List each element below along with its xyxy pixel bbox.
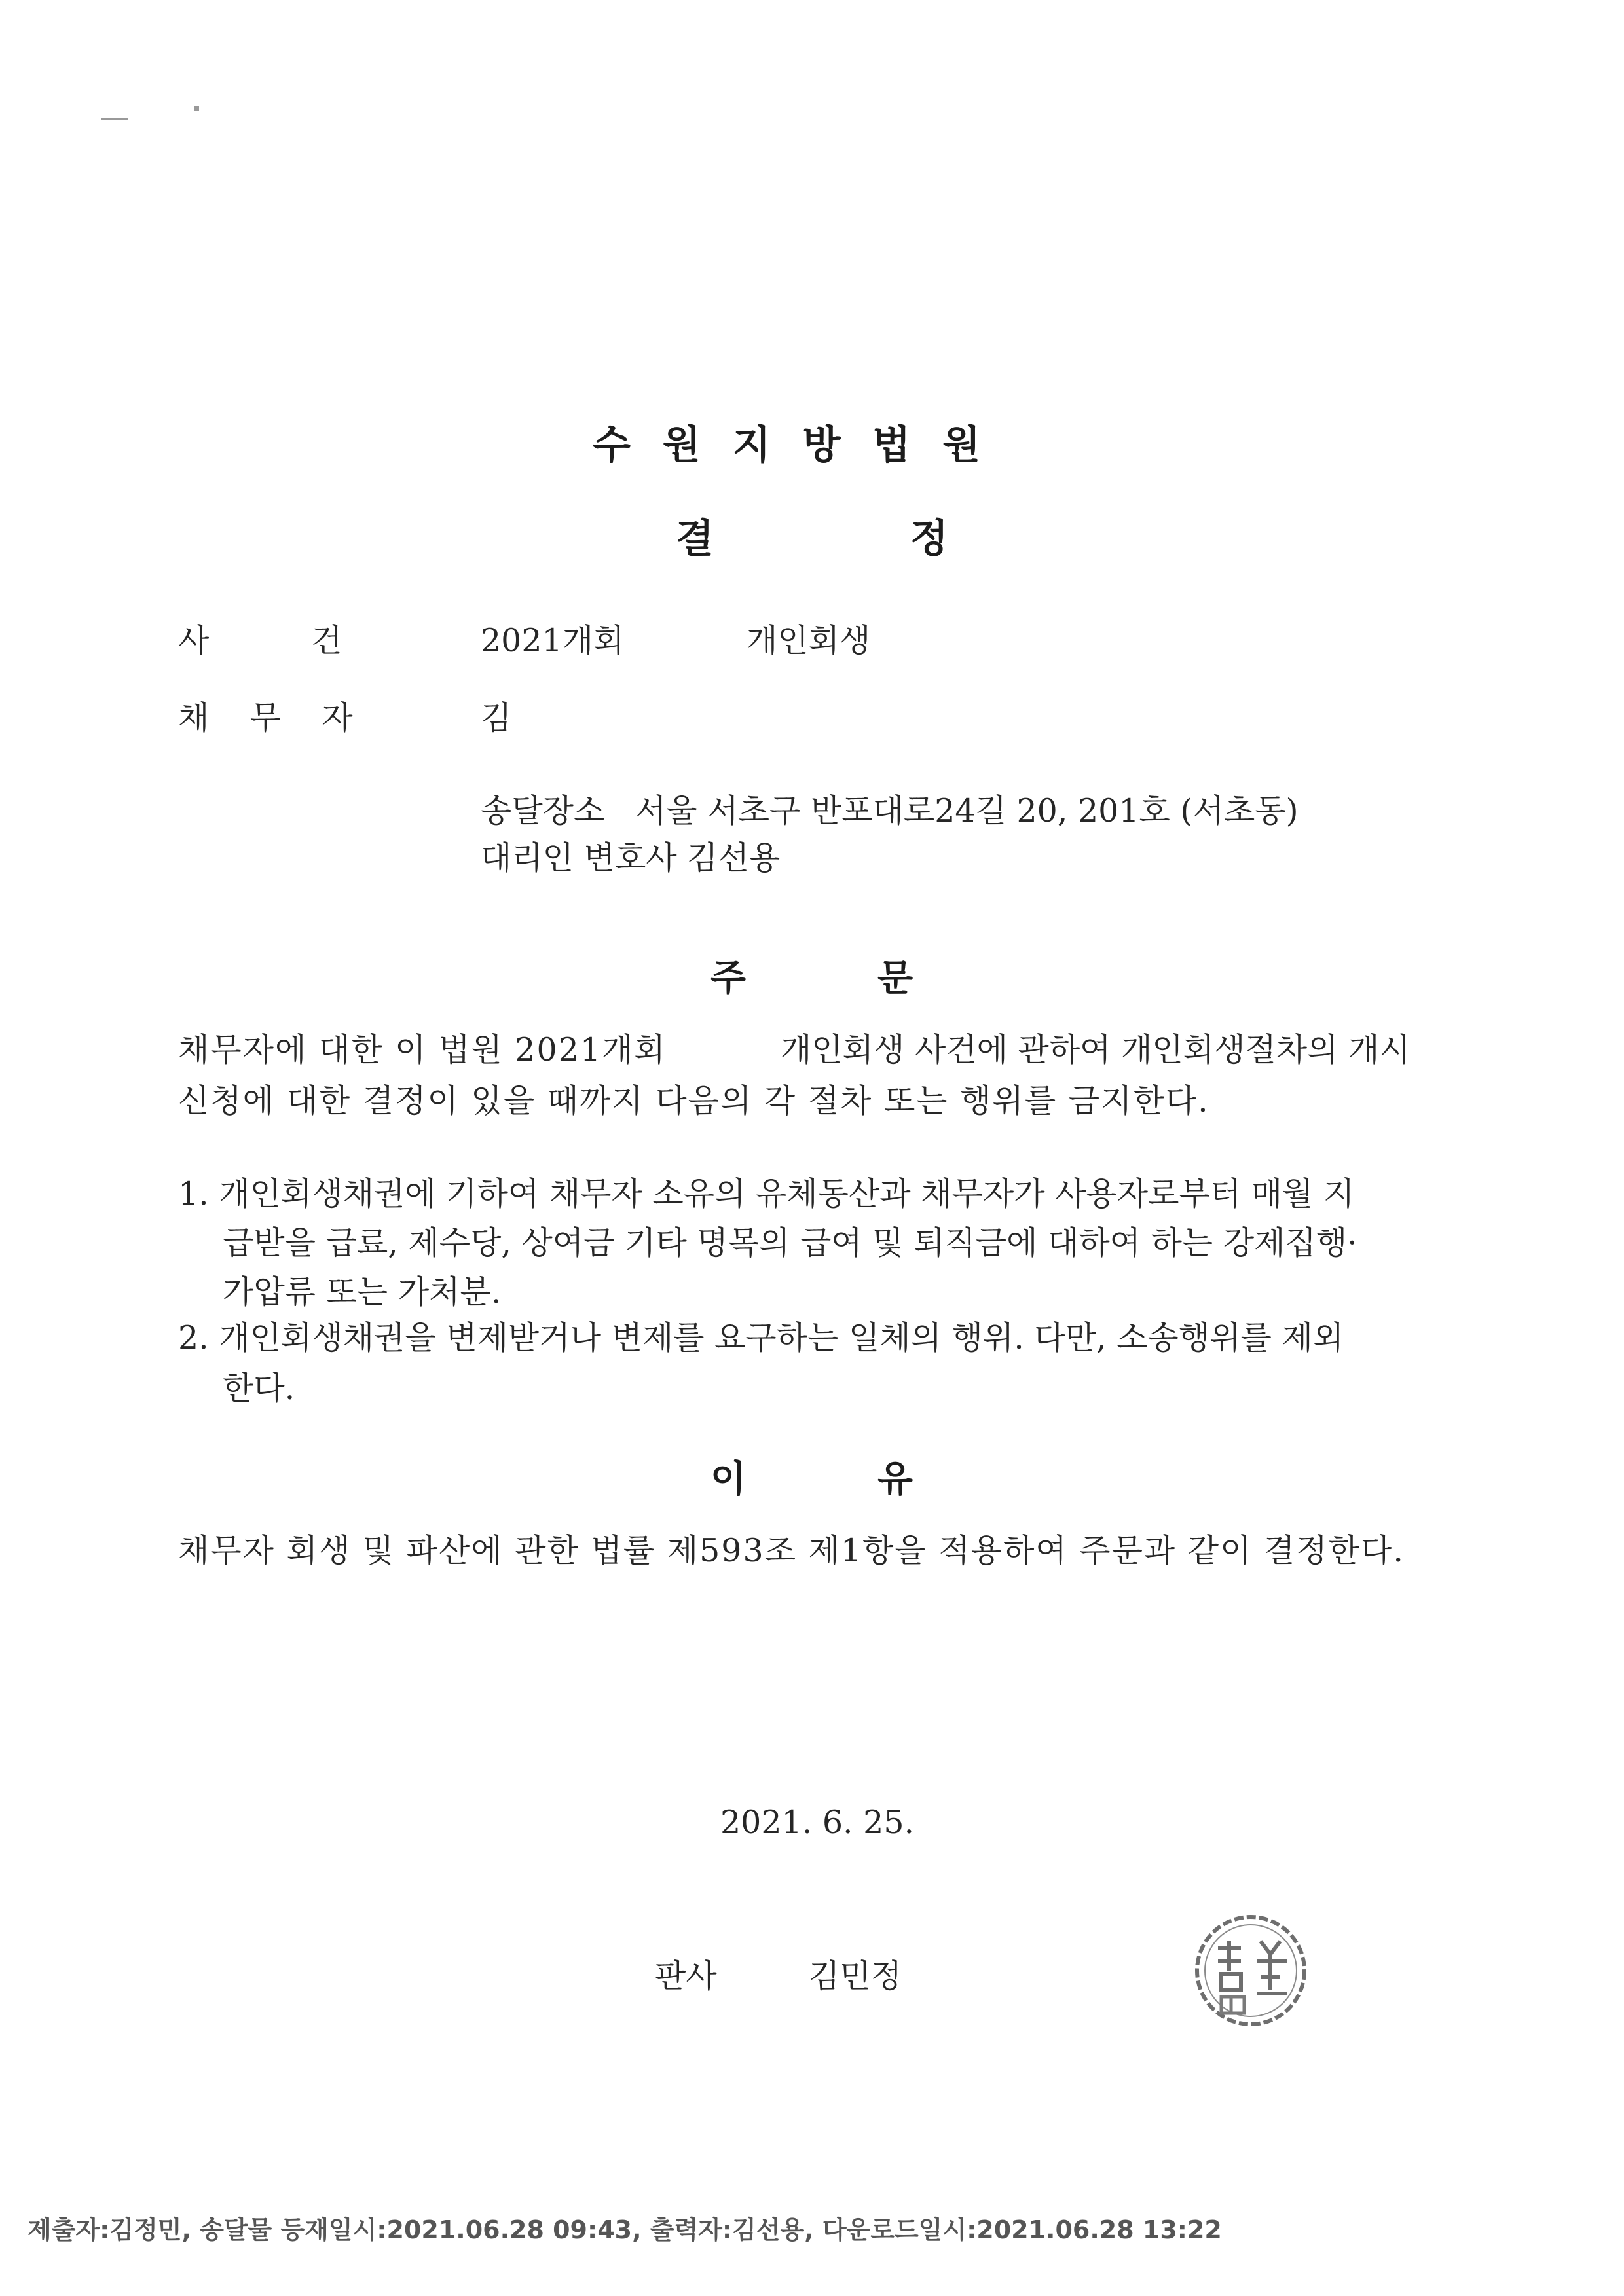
order-item1-line1: 1. 개인회생채권에 기하여 채무자 소유의 유체동산과 채무자가 사용자로부터 매월 지	[178, 1175, 1355, 1212]
order-heading-left: 주	[710, 957, 747, 1000]
order-item2-line2: 한다.	[223, 1370, 295, 1407]
debtor-name: 김	[481, 699, 512, 737]
order-heading-right: 문	[877, 957, 913, 1000]
judge-name: 김민정	[809, 1958, 902, 1995]
doc-type-right: 정	[910, 516, 948, 562]
judge-title: 판사	[655, 1958, 717, 1995]
case-type: 개인회생	[747, 622, 871, 659]
order-item2-line1: 2. 개인회생채권을 변제받거나 변제를 요구하는 일체의 행위. 다만, 소송행위를 제외	[178, 1319, 1344, 1357]
reason-heading-right: 유	[877, 1458, 913, 1501]
attorney: 대리인 변호사 김선용	[481, 839, 781, 877]
case-number: 2021개회	[481, 622, 625, 659]
order-item1-line2: 급받을 급료, 제수당, 상여금 기타 명목의 급여 및 퇴직금에 대하여 하는 강제집행·	[223, 1224, 1357, 1262]
order-intro-line1b: 개인회생 사건에 관하여 개인회생절차의 개시	[781, 1031, 1411, 1068]
debtor-label: 채 무 자	[178, 699, 353, 737]
scan-speck	[194, 106, 199, 111]
service-address: 송달장소 서울 서초구 반포대로24길 20, 201호 (서초동)	[481, 792, 1299, 829]
doc-type-left: 결	[676, 516, 714, 562]
footer-metadata: 제출자:김정민, 송달물 등재일시:2021.06.28 09:43, 출력자:김선용, 다운로드일시:2021.06.28 13:22	[28, 2215, 1222, 2244]
order-intro-line2: 신청에 대한 결정이 있을 때까지 다음의 각 절차 또는 행위를 금지한다.	[178, 1082, 1209, 1120]
court-title: 수 원 지 방 법 원	[593, 422, 990, 468]
case-label: 사 건	[178, 622, 342, 659]
decision-date: 2021. 6. 25.	[720, 1804, 915, 1841]
judge-seal-stamp	[1192, 1912, 1310, 2030]
reason-text: 채무자 회생 및 파산에 관한 법률 제593조 제1항을 적용하여 주문과 같이 결정한다.	[178, 1532, 1405, 1569]
order-intro-line1a: 채무자에 대한 이 법원 2021개회	[178, 1031, 667, 1068]
order-item1-line3: 가압류 또는 가처분.	[223, 1273, 502, 1311]
scan-speck	[101, 118, 128, 120]
reason-heading-left: 이	[710, 1458, 747, 1501]
